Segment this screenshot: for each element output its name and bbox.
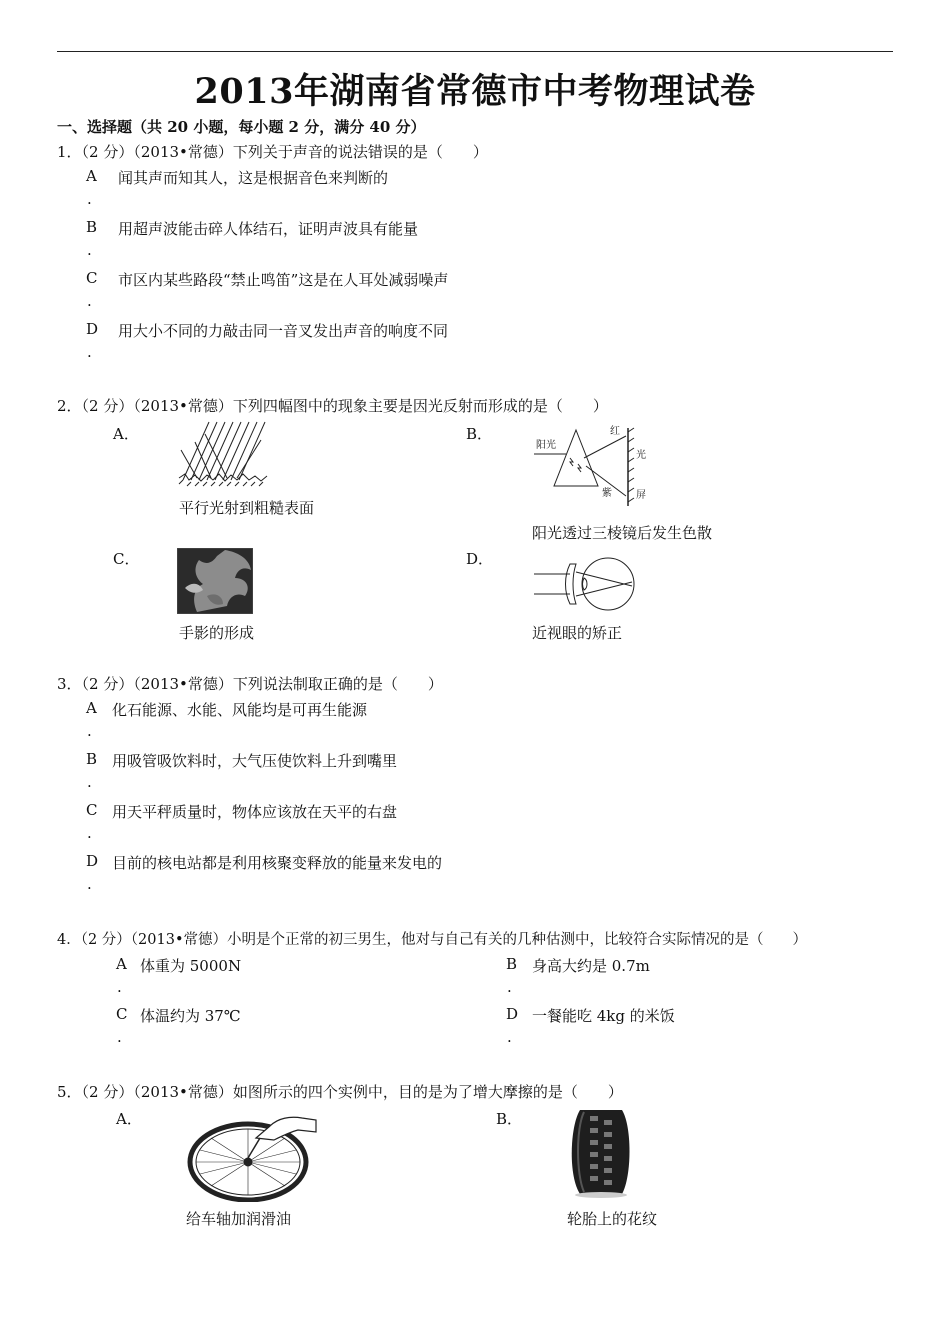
option-text: 目前的核电站都是利用核聚变释放的能量来发电的 bbox=[112, 854, 443, 872]
question-1-stem: 1．（2 分）（2013•常德）下列关于声音的说法错误的是（ ） bbox=[57, 143, 488, 161]
option-text: 用超声波能击碎人体结石，证明声波具有能量 bbox=[118, 220, 419, 238]
question-4-stem: 4．（2 分）（2013•常德）小明是个正常的初三男生，他对与自己有关的几种估测中，比较符合实际情况的是（ ） bbox=[57, 932, 808, 948]
option-text: 用大小不同的力敲击同一音叉发出声音的响度不同 bbox=[118, 322, 449, 340]
option-dot: . bbox=[87, 824, 92, 842]
option-text: 体温约为 37℃ bbox=[140, 1007, 241, 1025]
option-letter: D bbox=[506, 1005, 519, 1023]
prism-label-sunlight: 阳光 bbox=[536, 440, 556, 451]
hand-shadow-figure bbox=[177, 548, 253, 614]
bicycle-wheel-figure bbox=[186, 1112, 318, 1202]
option-letter: D． bbox=[466, 550, 494, 568]
header-rule bbox=[57, 51, 893, 52]
option-text: 闻其声而知其人，这是根据音色来判断的 bbox=[118, 169, 389, 187]
option-letter: C bbox=[86, 269, 98, 287]
option-letter: B bbox=[86, 750, 98, 768]
option-text: 用天平秤质量时，物体应该放在天平的右盘 bbox=[112, 803, 398, 821]
figure-caption: 手影的形成 bbox=[179, 624, 255, 642]
question-5-stem: 5．（2 分）（2013•常德）如图所示的四个实例中，目的是为了增大摩擦的是（ ） bbox=[57, 1083, 623, 1101]
prism-label-screen: 屏 bbox=[636, 490, 646, 501]
option-letter: B． bbox=[496, 1110, 523, 1128]
question-3-stem: 3．（2 分）（2013•常德）下列说法制取正确的是（ ） bbox=[57, 675, 443, 693]
option-dot: . bbox=[87, 773, 92, 791]
option-letter: B． bbox=[466, 425, 493, 443]
option-dot: . bbox=[87, 722, 92, 740]
prism-label-red: 红 bbox=[610, 426, 620, 437]
option-dot: . bbox=[87, 343, 92, 361]
option-letter: B bbox=[86, 218, 98, 236]
option-text: 一餐能吃 4kg 的米饭 bbox=[532, 1007, 675, 1025]
option-text: 身高大约是 0.7m bbox=[532, 957, 650, 975]
option-dot: . bbox=[117, 1028, 122, 1046]
option-letter: C． bbox=[113, 550, 140, 568]
option-letter: C bbox=[86, 801, 98, 819]
section-heading: 一、选择题（共 20 小题，每小题 2 分，满分 40 分） bbox=[57, 118, 426, 136]
option-dot: . bbox=[117, 978, 122, 996]
page-title: 2013年湖南省常德市中考物理试卷 bbox=[194, 71, 756, 112]
tire-tread-figure bbox=[566, 1106, 636, 1198]
option-letter: B bbox=[506, 955, 518, 973]
figure-caption: 轮胎上的花纹 bbox=[567, 1210, 658, 1228]
diffuse-reflection-figure bbox=[177, 420, 269, 488]
option-dot: . bbox=[87, 292, 92, 310]
option-dot: . bbox=[87, 190, 92, 208]
prism-label-light: 光 bbox=[636, 450, 646, 461]
option-dot: . bbox=[507, 978, 512, 996]
myopia-correction-figure bbox=[532, 548, 636, 614]
prism-dispersion-figure bbox=[532, 424, 650, 508]
option-letter: A． bbox=[116, 1110, 142, 1128]
option-text: 体重为 5000N bbox=[140, 957, 242, 975]
option-text: 市区内某些路段“禁止鸣笛”这是在人耳处减弱噪声 bbox=[118, 271, 449, 289]
option-text: 化石能源、水能、风能均是可再生能源 bbox=[112, 701, 368, 719]
figure-caption: 给车轴加润滑油 bbox=[186, 1210, 292, 1228]
option-letter: C bbox=[116, 1005, 128, 1023]
figure-caption: 平行光射到粗糙表面 bbox=[179, 499, 315, 517]
figure-caption: 近视眼的矫正 bbox=[532, 624, 623, 642]
option-letter: A bbox=[86, 167, 97, 185]
option-letter: A． bbox=[113, 425, 139, 443]
option-dot: . bbox=[507, 1028, 512, 1046]
option-dot: . bbox=[87, 875, 92, 893]
option-letter: D bbox=[86, 852, 99, 870]
option-letter: A bbox=[116, 955, 127, 973]
question-2-stem: 2．（2 分）（2013•常德）下列四幅图中的现象主要是因光反射而形成的是（ ） bbox=[57, 397, 608, 415]
option-text: 用吸管吸饮料时，大气压使饮料上升到嘴里 bbox=[112, 752, 398, 770]
figure-caption: 阳光透过三棱镜后发生色散 bbox=[532, 524, 713, 542]
option-letter: A bbox=[86, 699, 97, 717]
option-dot: . bbox=[87, 241, 92, 259]
prism-label-violet: 紫 bbox=[602, 488, 612, 499]
option-letter: D bbox=[86, 320, 99, 338]
